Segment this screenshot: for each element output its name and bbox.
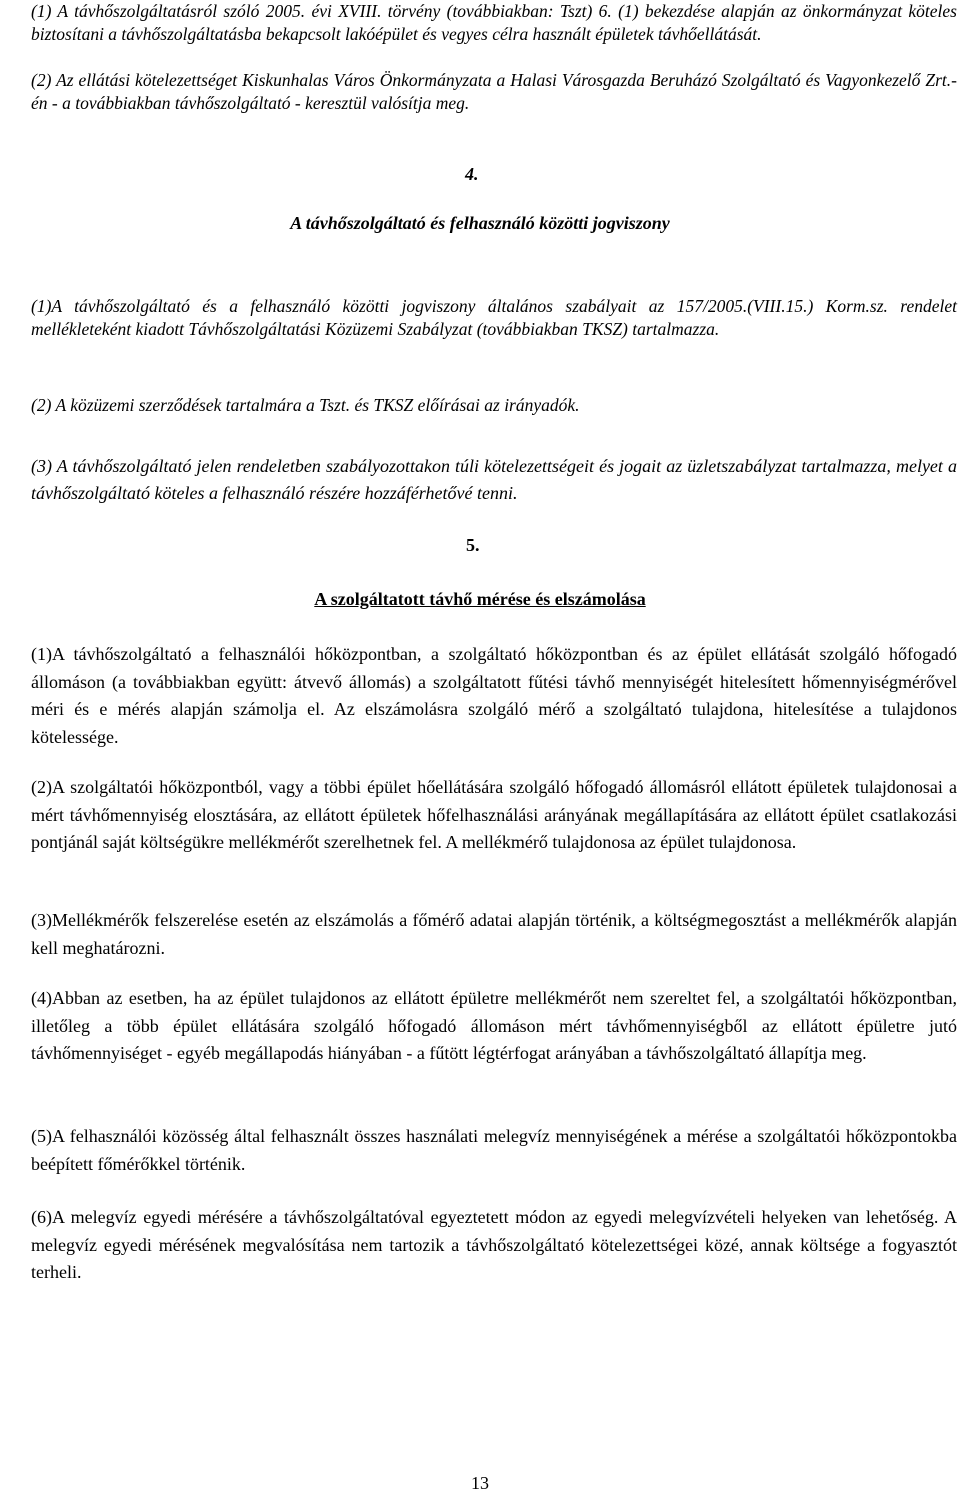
section-4-paragraph-2: (2) A közüzemi szerződések tartalmára a Tszt. és TKSZ előírásai az irányadók. (31, 395, 580, 415)
section-5-paragraph-1: (1)A távhőszolgáltató a felhasználói hőközpontban, a szolgáltató hőközpontban és az épület ellátását szolgáló hőfogadó állomáson (a továbbiakban együtt: átvevő állomás) a szolgáltatott fűtési távhő mennyiségét hitelesített hőmennyiségmérővel méri és e mérés alapján számolja el. Az elszámolásra szolgáló mérő a szolgáltató tulajdona, hitelesítése a tulajdonos kötelessége. (31, 644, 957, 747)
section-5-paragraph-5: (5)A felhasználói közösség által felhasznált összes használati melegvíz mennyiségének a mérése a szolgáltatói hőközpontokba beépített főmérőkkel történik. (31, 1126, 957, 1174)
section-5-paragraph-3: (3)Mellékmérők felszerelése esetén az elszámolás a főmérő adatai alapján történik, a költségmegosztást a mellékmérők alapján kell meghatározni. (31, 910, 957, 958)
section-5-paragraph-2: (2)A szolgáltatói hőközpontból, vagy a többi épület hőellátására szolgáló hőfogadó állomásról ellátott épületek tulajdonosai a mért távhőmennyiség elosztására, az ellátott épületek hőfelhasználási arányának megállapítására az ellátott épület csatlakozási pontjánál saját költségükre mellékmérőt szerelhetnek fel. A mellékmérő tulajdonosa az épület tulajdonosa. (31, 777, 957, 852)
section-5-number: 5. (466, 535, 480, 555)
section-4-number: 4. (465, 164, 479, 184)
paragraph-tszt-2: (2) Az ellátási kötelezettséget Kiskunhalas Város Önkormányzata a Halasi Városgazda Beruházó Szolgáltató és Vagyonkezelő Zrt.-én - a továbbiakban távhőszolgáltató - keresztül valósítja meg. (31, 70, 957, 113)
section-4-paragraph-1: (1)A távhőszolgáltató és a felhasználó közötti jogviszony általános szabályait az 157/2005.(VIII.15.) Korm.sz. rendelet mellékleteként kiadott Távhőszolgáltatási Közüzemi Szabályzat (továbbiakban TKSZ) tartalmazza. (31, 296, 957, 339)
section-4-title: A távhőszolgáltató és felhasználó közötti jogviszony (290, 213, 670, 233)
page-number: 13 (471, 1473, 489, 1493)
section-4-paragraph-3: (3) A távhőszolgáltató jelen rendeletben szabályozottakon túli kötelezettségeit és jogait az üzletszabályzat tartalmazza, melyet a távhőszolgáltató köteles a felhasználó részére hozzáférhetővé tenni. (31, 456, 957, 503)
section-5-title: A szolgáltatott távhő mérése és elszámolása (314, 589, 646, 609)
section-5-paragraph-6: (6)A melegvíz egyedi mérésére a távhőszolgáltatóval egyeztetett módon az egyedi melegvízvételi helyeken van lehetőség. A melegvíz egyedi mérésének megvalósítása nem tartozik a távhőszolgáltató kötelezettségei közé, annak költsége a fogyasztót terheli. (31, 1207, 957, 1282)
section-5-paragraph-4: (4)Abban az esetben, ha az épület tulajdonos az ellátott épületre mellékmérőt nem szereltet fel, a szolgáltatói hőközpontban, illetőleg a több épület ellátására szolgáló hőfogadó állomáson mért távhőmennyiségből az ellátott épületre jutó távhőmennyiséget - egyéb megállapodás hiányában - a fűtött légtérfogat arányában a távhőszolgáltató állapítja meg. (31, 988, 957, 1063)
paragraph-tszt-1: (1) A távhőszolgáltatásról szóló 2005. évi XVIII. törvény (továbbiakban: Tszt) 6. (1) bekezdése alapján az önkormányzat köteles biztosítani a távhőszolgáltatásba bekapcsolt lakóépület és vegyes célra használt épületek távhőellátását. (31, 1, 957, 44)
